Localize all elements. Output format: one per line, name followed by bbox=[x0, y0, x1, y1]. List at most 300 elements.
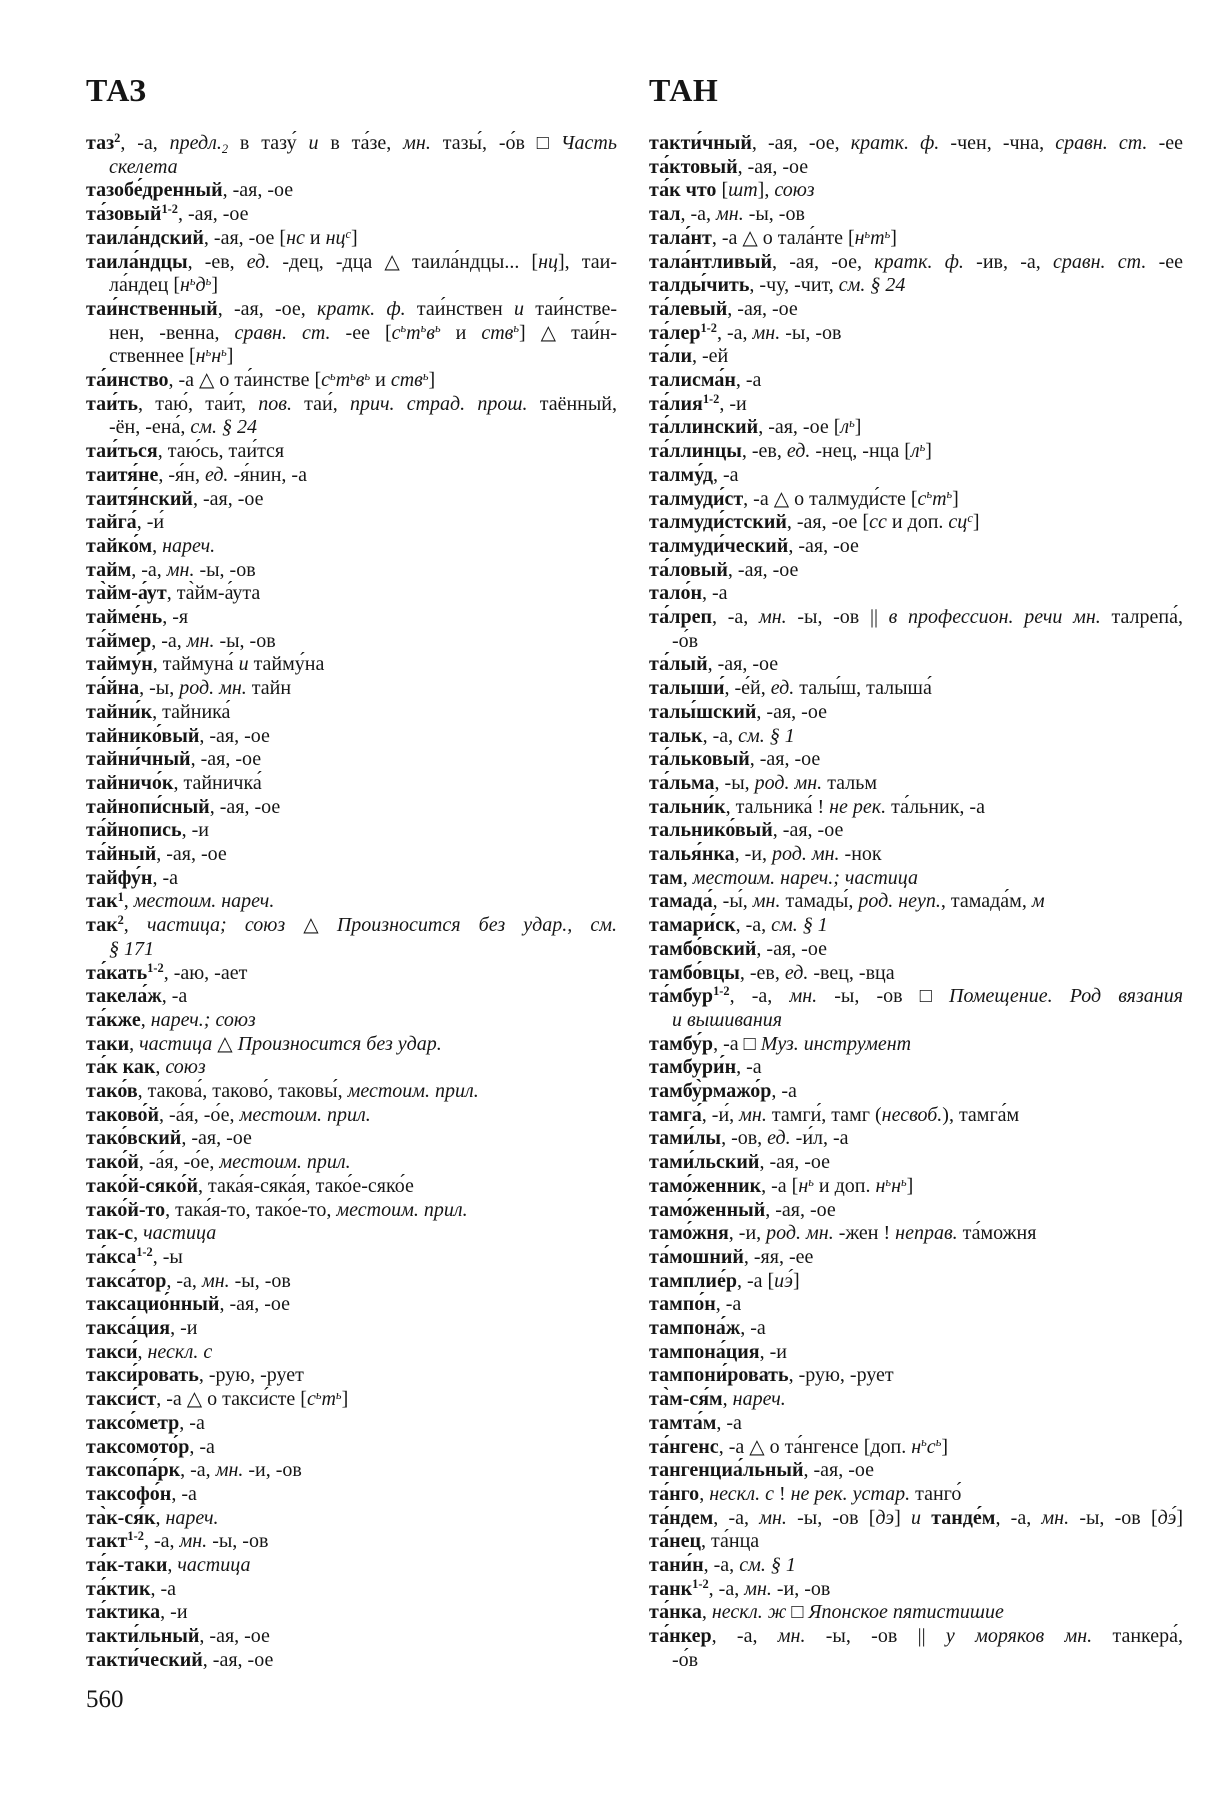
softness-mark: ь bbox=[935, 1435, 942, 1450]
headword: так-с bbox=[86, 1222, 134, 1245]
entry-line-text bbox=[86, 962, 247, 986]
italic-label: ед. bbox=[204, 463, 229, 486]
entry-text: , bbox=[137, 1340, 148, 1363]
entry-line-text bbox=[86, 1507, 219, 1531]
headword: талы́шский bbox=[649, 700, 757, 723]
headword: та́лреп bbox=[649, 606, 712, 628]
entry-text: ] bbox=[341, 1388, 349, 1411]
entry-line bbox=[649, 1459, 1183, 1483]
entry-line-text bbox=[86, 298, 617, 322]
entry-line-text bbox=[649, 1270, 800, 1294]
italic-label: мн. bbox=[716, 203, 744, 226]
headword: таила́ндцы bbox=[86, 250, 188, 273]
headword: таксопа́рк bbox=[86, 1459, 181, 1482]
entry-text: та́можня bbox=[957, 1222, 1037, 1245]
entry-line bbox=[86, 1625, 617, 1649]
italic-label: в bbox=[355, 369, 365, 391]
headword: та́левый bbox=[649, 297, 728, 320]
entry-text: тайму́на bbox=[248, 653, 325, 676]
entry-line bbox=[649, 890, 1183, 914]
entry-line bbox=[649, 1530, 1183, 1554]
headword: тамбо́вский bbox=[649, 937, 757, 960]
homonym-index: 2 bbox=[117, 913, 124, 928]
entry-text: -ы, -ов bbox=[780, 321, 842, 344]
headword: тазобе́дренный bbox=[86, 179, 223, 202]
entry-line-text bbox=[86, 772, 262, 796]
entry-text: □ bbox=[786, 1601, 809, 1624]
softness-mark: ь bbox=[221, 345, 227, 360]
entry-text: , -а, bbox=[166, 1269, 202, 1292]
entry-line bbox=[86, 1293, 617, 1317]
headword: та́ймер bbox=[86, 629, 152, 652]
entry-line-text bbox=[649, 985, 1183, 1009]
entry-line-text bbox=[86, 1601, 188, 1625]
entry-line bbox=[86, 819, 617, 843]
entry-line-text bbox=[86, 227, 358, 251]
entry-text: , -а bbox=[189, 1435, 215, 1458]
entry-line bbox=[86, 251, 617, 275]
headword: таи́ться bbox=[86, 440, 158, 463]
headword: тамга́ bbox=[649, 1103, 702, 1126]
entry-line-text bbox=[86, 1341, 212, 1365]
entry-line bbox=[649, 843, 1183, 867]
entry-text: , -ы́, bbox=[712, 890, 753, 913]
entry-text: , -и bbox=[759, 1340, 787, 1363]
softness-mark: ь bbox=[926, 487, 933, 502]
italic-label: мн. bbox=[789, 985, 818, 1008]
entry-line bbox=[86, 1222, 617, 1246]
entry-line bbox=[649, 322, 1183, 346]
headword: тамта́м bbox=[649, 1411, 717, 1434]
entry-line bbox=[86, 890, 617, 914]
italic-label: мн. bbox=[179, 1530, 208, 1553]
headword: тами́лы bbox=[649, 1127, 722, 1150]
softness-mark: ь bbox=[919, 439, 926, 454]
entry-line-text bbox=[649, 1554, 796, 1578]
entry-line bbox=[649, 677, 1183, 701]
headword: тайничо́к bbox=[86, 771, 174, 794]
entry-line bbox=[649, 1554, 1183, 1578]
entry-line-text bbox=[86, 1127, 252, 1151]
entry-line-text bbox=[649, 938, 827, 962]
entry-text: и доп. bbox=[886, 511, 949, 534]
entry-text: -ы, -ов bbox=[207, 1530, 269, 1553]
entry-line-text bbox=[86, 1151, 351, 1175]
entry-line-text bbox=[86, 1436, 215, 1460]
entry-line-text bbox=[649, 1459, 874, 1483]
headword: такти́чный bbox=[649, 132, 752, 154]
entry-line bbox=[649, 274, 1183, 298]
italic-label: Произносится без удар. bbox=[237, 1032, 442, 1055]
entry-text: , -и́ bbox=[136, 511, 165, 534]
entry-line bbox=[86, 582, 617, 606]
entry-text: -и, -ов bbox=[243, 1459, 302, 1482]
headword: талды́чить bbox=[649, 274, 750, 297]
entry-line bbox=[649, 606, 1183, 630]
entry-text: -ы, -ов || bbox=[805, 1625, 946, 1648]
entry-line bbox=[649, 345, 1183, 369]
entry-line bbox=[86, 1056, 617, 1080]
headword: такти́ческий bbox=[86, 1648, 203, 1671]
entry-line bbox=[649, 440, 1183, 464]
entry-line-text bbox=[86, 630, 276, 654]
entry-line bbox=[86, 772, 617, 796]
entry-line bbox=[86, 985, 617, 1009]
entry-line-text bbox=[86, 535, 215, 559]
headword: таз bbox=[86, 132, 115, 154]
italic-label: частица bbox=[177, 1554, 251, 1576]
italic-label: мн. bbox=[201, 1269, 230, 1292]
entry-line bbox=[86, 559, 617, 583]
entry-line bbox=[649, 1151, 1183, 1175]
headword: таксацио́нный bbox=[86, 1293, 220, 1316]
entry-text: , таю́сь, таи́тся bbox=[157, 440, 285, 463]
entry-line bbox=[649, 535, 1183, 559]
entry-text: , -ая, -ое bbox=[181, 1127, 252, 1150]
headword: тало́н bbox=[649, 582, 702, 605]
italic-label: род. мн. bbox=[766, 1222, 834, 1245]
headword: та́ндем bbox=[649, 1506, 714, 1529]
entry-line bbox=[649, 416, 1183, 440]
italic-label: ств bbox=[481, 321, 514, 344]
headword: таксофо́н bbox=[86, 1482, 172, 1505]
italic-label: мн. bbox=[739, 1103, 767, 1126]
headword: тайга́ bbox=[86, 511, 137, 534]
entry-line bbox=[649, 796, 1183, 820]
italic-label: с bbox=[321, 369, 331, 391]
entry-line-text bbox=[649, 1056, 762, 1080]
headword: там bbox=[649, 866, 683, 889]
headword: тако́в bbox=[86, 1080, 138, 1102]
entry-text: , bbox=[152, 534, 163, 557]
headword: та́ловый bbox=[649, 558, 728, 581]
entry-text: тамги́, тамг ( bbox=[766, 1103, 882, 1126]
headword: тайм bbox=[86, 558, 132, 581]
entry-text: , -ая, -ое bbox=[222, 179, 294, 202]
entry-line-text bbox=[86, 179, 293, 203]
entry-text: ] bbox=[211, 274, 218, 297]
entry-text: -чен, -чна, bbox=[939, 132, 1056, 154]
entry-line bbox=[649, 1033, 1183, 1057]
entry-line bbox=[649, 1270, 1183, 1294]
entry-text: , -ая, -ое bbox=[156, 843, 227, 865]
headword: та́льма bbox=[649, 771, 715, 794]
running-head-right: ТАН bbox=[649, 72, 719, 108]
entry-text: та́льник, -а bbox=[886, 795, 985, 818]
entry-line bbox=[86, 1578, 617, 1602]
entry-line bbox=[86, 274, 617, 298]
entry-line bbox=[649, 748, 1183, 772]
entry-text: , -ов, bbox=[721, 1127, 768, 1150]
entry-text: , -ая, -ое bbox=[759, 1151, 830, 1174]
entry-line bbox=[649, 251, 1183, 275]
entry-text: , bbox=[682, 866, 693, 889]
italic-label: местоим. прил. bbox=[239, 1103, 371, 1126]
italic-label: ств bbox=[390, 369, 423, 391]
entry-line bbox=[86, 1483, 617, 1507]
italic-label: дэ́ bbox=[1157, 1506, 1177, 1529]
italic-label: союз bbox=[774, 179, 815, 202]
entry-line-text bbox=[86, 1246, 183, 1270]
entry-text: , -рую, -рует bbox=[198, 1364, 304, 1387]
entry-line-text bbox=[86, 440, 284, 464]
entry-line bbox=[86, 1412, 617, 1436]
entry-text: ] bbox=[1176, 1506, 1183, 1529]
entry-text: , bbox=[140, 1008, 151, 1031]
headword: тал bbox=[649, 203, 681, 226]
entry-line-text bbox=[649, 1364, 894, 1388]
entry-text: -и, -ов bbox=[771, 1577, 831, 1600]
entry-line bbox=[86, 677, 617, 701]
italic-label: мн. bbox=[166, 558, 195, 581]
entry-line bbox=[86, 938, 617, 962]
entry-text: -ее bbox=[1146, 250, 1183, 273]
headword: тайму́н bbox=[86, 653, 153, 676]
softness-mark: ь bbox=[205, 274, 212, 288]
entry-line-text bbox=[86, 1483, 197, 1507]
entry-line-text bbox=[86, 748, 261, 772]
entry-text: , -а △ о талмуди́сте [ bbox=[743, 487, 918, 510]
italic-label: мн. bbox=[215, 1459, 244, 1482]
entry-line-text bbox=[649, 843, 882, 867]
headword: талму́д bbox=[649, 463, 713, 486]
italic-label: нареч.; союз bbox=[150, 1008, 256, 1031]
entry-text: , bbox=[167, 1554, 178, 1576]
entry-line bbox=[86, 1459, 617, 1483]
entry-line bbox=[649, 1104, 1183, 1128]
headword: тайме́нь bbox=[86, 606, 163, 628]
entry-text: талрепа́, bbox=[1100, 606, 1183, 628]
headword: та́мошний bbox=[649, 1245, 744, 1268]
entry-line-text bbox=[86, 796, 280, 820]
headword: та́мбур bbox=[649, 985, 714, 1008]
entry-text: , -ая, -ое bbox=[199, 724, 270, 747]
italic-label: частица bbox=[143, 1222, 217, 1245]
entry-text: таи́нстве- bbox=[523, 297, 617, 320]
italic-label: ед. bbox=[246, 250, 271, 273]
italic-label: местоим. прил. bbox=[336, 1198, 468, 1221]
entry-text: , bbox=[133, 1222, 144, 1245]
softness-mark: ь bbox=[884, 226, 891, 241]
headword: такти́льный bbox=[86, 1625, 200, 1648]
entry-text: -ее bbox=[1147, 132, 1183, 154]
entry-text: , -ая, -ое bbox=[202, 1648, 274, 1671]
italic-label: мн. bbox=[403, 132, 431, 154]
entry-text: , тайничка́ bbox=[173, 771, 262, 794]
italic-label: нареч. bbox=[162, 534, 216, 557]
entry-line bbox=[86, 345, 617, 369]
softness-mark: ь bbox=[189, 274, 196, 288]
softness-mark: ь bbox=[921, 1435, 927, 1450]
entry-line bbox=[649, 1009, 1183, 1033]
entry-text: ] bbox=[972, 511, 980, 534]
entry-text: , bbox=[701, 1601, 712, 1624]
entry-text: , така́я-сяка́я, тако́е-сяко́е bbox=[198, 1174, 414, 1197]
entry-text: , -яя, -ее bbox=[743, 1245, 814, 1268]
entry-text: , -ая, -ое bbox=[177, 203, 249, 226]
entry-text: , -ая, -ое [ bbox=[758, 416, 841, 439]
entry-line-text bbox=[649, 345, 728, 369]
entry-line bbox=[86, 1317, 617, 1341]
entry-text: , -и bbox=[719, 392, 747, 415]
entry-line-text bbox=[649, 1293, 741, 1317]
headword: тайнико́вый bbox=[86, 724, 200, 747]
entry-line-text bbox=[649, 701, 827, 725]
softness-mark: ь bbox=[864, 226, 871, 241]
italic-label: см. § 1 bbox=[739, 1554, 796, 1576]
entry-text: , -а bbox=[150, 1577, 177, 1600]
entry-line-text bbox=[109, 416, 257, 440]
entry-line-text bbox=[86, 1530, 268, 1554]
entry-line bbox=[649, 1412, 1183, 1436]
softness-mark: с bbox=[345, 226, 352, 241]
entry-line-text bbox=[86, 559, 256, 583]
italic-label: в профессион. речи мн. bbox=[888, 606, 1101, 628]
italic-label: нескл. ж bbox=[711, 1601, 787, 1624]
italic-label: нескл. с bbox=[147, 1340, 213, 1363]
softness-mark: ь bbox=[808, 1174, 814, 1189]
entry-line bbox=[86, 1151, 617, 1175]
entry-text: , -ая, -ое bbox=[772, 819, 844, 842]
headword: та́ллинский bbox=[649, 416, 759, 439]
entry-text: -о́в bbox=[672, 629, 699, 652]
entry-line-text bbox=[86, 1009, 256, 1033]
entry-text: -ы, -ов [ bbox=[786, 1506, 876, 1529]
italic-label: в bbox=[426, 321, 435, 344]
italic-label: н bbox=[195, 345, 206, 368]
entry-line bbox=[86, 1364, 617, 1388]
entry-text: -ее [ bbox=[330, 321, 392, 344]
entry-line bbox=[649, 1080, 1183, 1104]
headword: та́лый bbox=[649, 653, 708, 676]
entry-text: , -ая, -ое bbox=[707, 653, 779, 676]
entry-line bbox=[86, 1104, 617, 1128]
headword: та́йный bbox=[86, 843, 157, 865]
entry-line-text bbox=[649, 962, 895, 986]
italic-label: мн. bbox=[186, 629, 215, 652]
headword: тако́й-то bbox=[86, 1198, 166, 1221]
entry-text: ] bbox=[925, 440, 932, 463]
entry-line-text bbox=[86, 1649, 273, 1673]
entry-text: , тайника́ bbox=[152, 700, 231, 723]
entry-line-text bbox=[86, 1554, 250, 1578]
headword: тала́нт bbox=[649, 226, 712, 249]
italic-label: мн. bbox=[744, 1577, 772, 1600]
entry-text: ] bbox=[941, 1435, 948, 1458]
entry-text: -ён, -ена́, bbox=[109, 416, 191, 439]
entry-line bbox=[86, 393, 617, 417]
entry-line-text bbox=[109, 345, 233, 369]
entry-text: , -а, bbox=[708, 1577, 745, 1600]
italic-label: Часть bbox=[560, 132, 617, 154]
entry-line bbox=[649, 630, 1183, 654]
italic-label: кратк. ф. bbox=[317, 297, 406, 320]
entry-line bbox=[649, 1127, 1183, 1151]
softness-mark: ь bbox=[946, 487, 953, 502]
entry-line bbox=[86, 440, 617, 464]
entry-text: , -а, bbox=[702, 724, 739, 747]
entry-text: , -и bbox=[170, 1317, 198, 1339]
entry-line-text bbox=[109, 274, 218, 298]
headword: тайни́к bbox=[86, 700, 153, 723]
entry-text: тальм bbox=[822, 771, 877, 794]
italic-label: Муз. инструмент bbox=[760, 1032, 912, 1055]
homonym-index: 1-2 bbox=[136, 1245, 153, 1260]
entry-text: танго́ bbox=[910, 1482, 962, 1505]
entry-text: , -ая, -ое bbox=[749, 748, 821, 771]
headword: тамплие́р bbox=[649, 1269, 737, 1292]
entry-text: , -а, bbox=[680, 203, 717, 226]
headword: тальни́к bbox=[649, 795, 726, 818]
headword: та́зовый bbox=[86, 203, 162, 226]
entry-line-text bbox=[649, 772, 877, 796]
italic-label: и bbox=[910, 1506, 932, 1529]
entry-text: , -ы bbox=[152, 1245, 183, 1268]
entry-line bbox=[649, 1317, 1183, 1341]
entry-text: -ив, -а, bbox=[963, 250, 1054, 273]
italic-label: н bbox=[875, 1174, 886, 1197]
entry-text: -нок bbox=[839, 843, 882, 865]
softness-mark: ь bbox=[434, 321, 441, 336]
entry-line-text bbox=[649, 1483, 961, 1507]
headword: такса́тор bbox=[86, 1269, 167, 1292]
headword: та́нец bbox=[649, 1530, 701, 1553]
entry-line-text bbox=[649, 677, 932, 701]
headword: тако́вский bbox=[86, 1127, 182, 1150]
headword: та́нкер bbox=[649, 1625, 712, 1648]
entry-line bbox=[86, 962, 617, 986]
italic-label: см. § 1 bbox=[738, 724, 795, 747]
headword: такт bbox=[86, 1530, 128, 1553]
softness-mark: ь bbox=[400, 321, 407, 336]
softness-mark: ь bbox=[422, 368, 429, 383]
headword: тайнопи́сный bbox=[86, 795, 210, 818]
softness-mark: ь bbox=[335, 1387, 342, 1402]
italic-label: иэ́ bbox=[774, 1269, 793, 1292]
entry-line bbox=[86, 1601, 617, 1625]
entry-line-text bbox=[649, 203, 805, 227]
headword: тала́нтливый bbox=[649, 250, 772, 273]
entry-line-text bbox=[86, 677, 291, 701]
headword: тальнико́вый bbox=[649, 819, 773, 842]
entry-text: -ы, -ов bbox=[229, 1269, 291, 1292]
headword: та̀йм-а́ут bbox=[86, 582, 167, 605]
italic-label: л bbox=[910, 440, 920, 463]
entry-text: -дец, -дца △ таила́ндцы... [ bbox=[270, 250, 539, 273]
entry-line bbox=[649, 132, 1183, 156]
entry-text: ] bbox=[854, 416, 862, 439]
headword: та́ллинцы bbox=[649, 440, 742, 463]
entry-text: , -ая, -ое bbox=[765, 1198, 836, 1221]
entry-text: , тальника́ ! bbox=[725, 795, 830, 818]
headword: тако́й-сяко́й bbox=[86, 1174, 198, 1197]
entry-text: , -а △ о тала́нте [ bbox=[711, 226, 855, 249]
headword: тампона́ж bbox=[649, 1317, 741, 1339]
entry-line bbox=[86, 748, 617, 772]
page-number: 560 bbox=[86, 1686, 124, 1713]
entry-text: , таю́, таи́т, bbox=[138, 392, 259, 415]
entry-text: -нец, -нца [ bbox=[810, 440, 911, 463]
entry-text: и bbox=[370, 369, 391, 391]
entry-line bbox=[649, 653, 1183, 677]
headword: так bbox=[86, 890, 118, 913]
entry-line bbox=[86, 1554, 617, 1578]
entry-text: , -а bbox=[735, 369, 762, 391]
entry-line-text bbox=[649, 464, 739, 488]
entry-line bbox=[649, 1056, 1183, 1080]
headword: тамбу̀рмажо́р bbox=[649, 1080, 772, 1102]
entry-line-text bbox=[86, 203, 249, 227]
